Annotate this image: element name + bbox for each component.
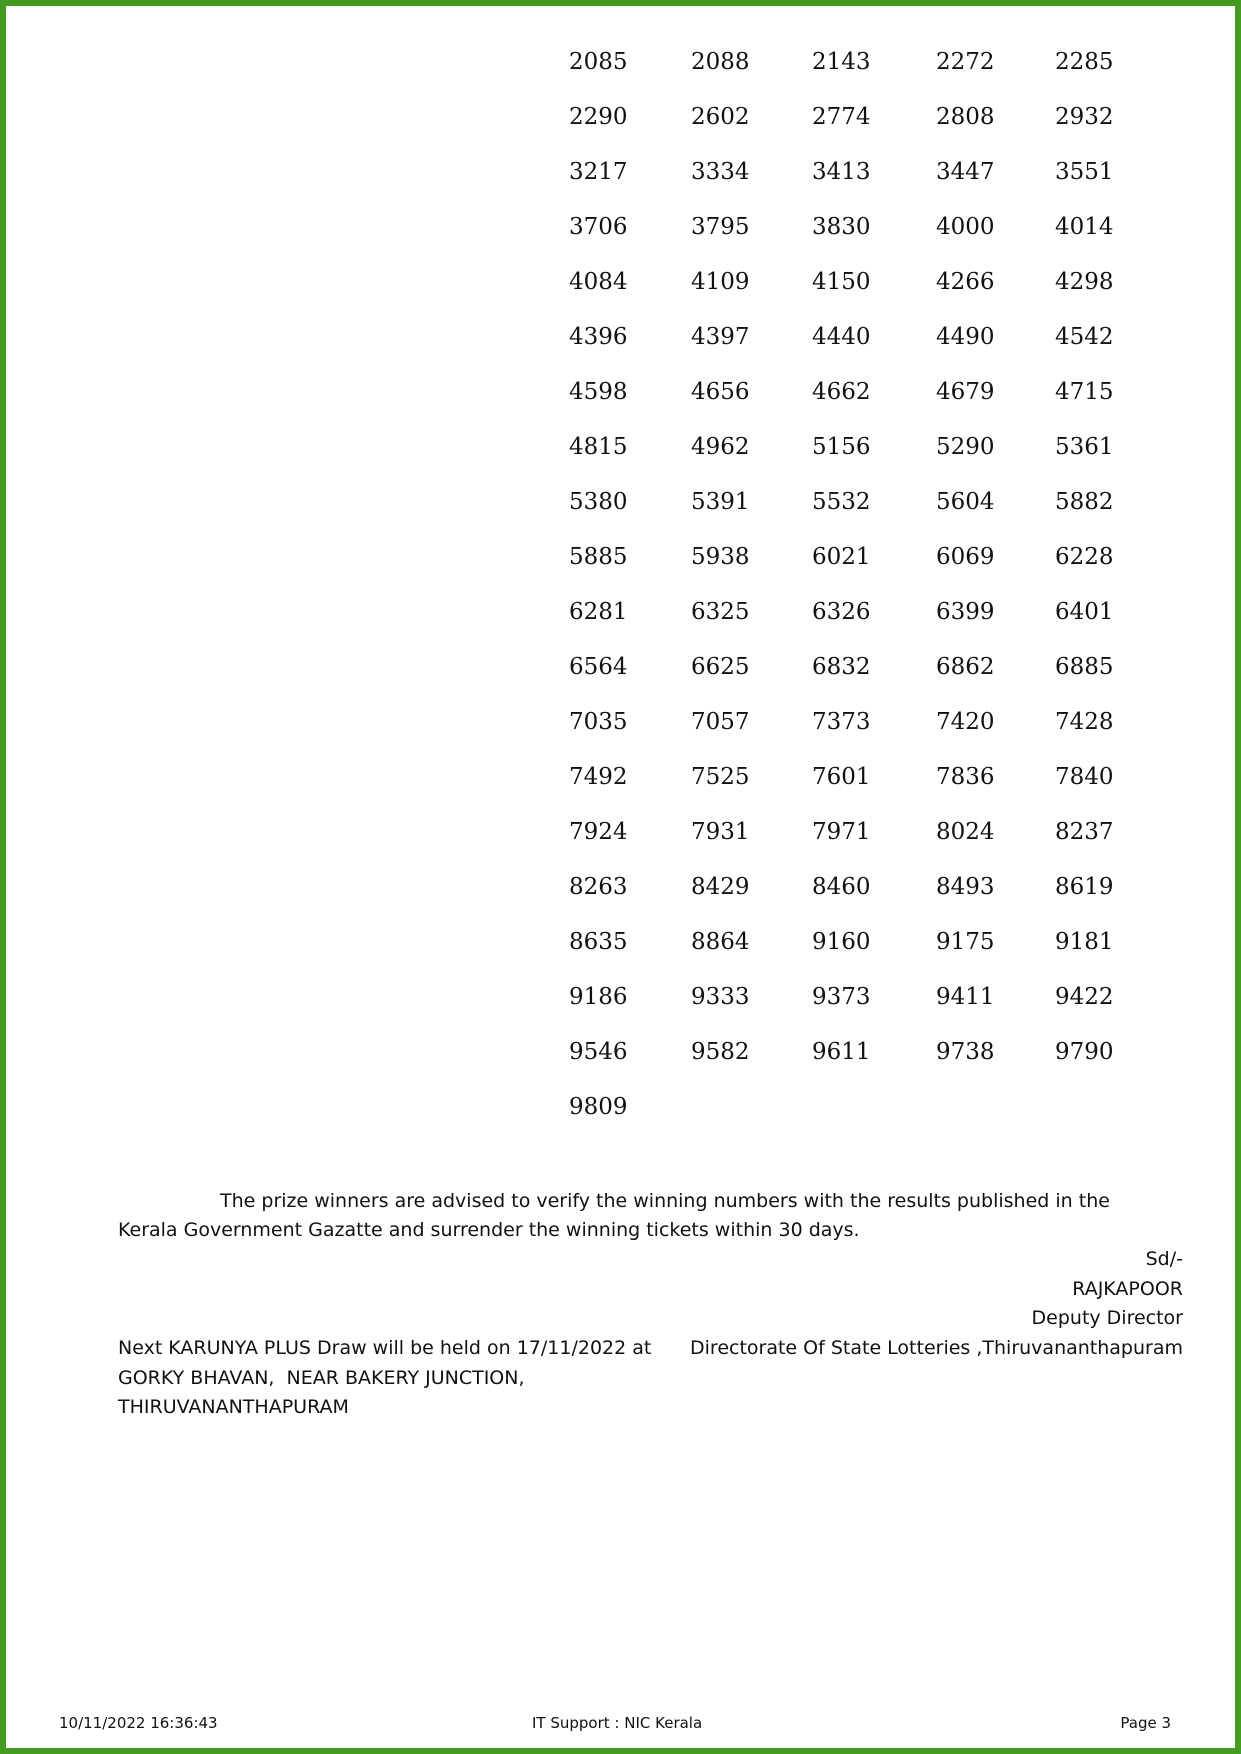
winning-number: 9181 (1055, 929, 1114, 955)
winning-number: 5380 (569, 489, 628, 515)
winning-number: 9582 (691, 1039, 750, 1065)
footer-support: IT Support : NIC Kerala (532, 1714, 703, 1732)
winning-number: 3447 (936, 159, 995, 185)
winning-number: 7836 (936, 764, 995, 790)
winning-number: 9373 (812, 984, 871, 1010)
winning-number: 7035 (569, 709, 628, 735)
winning-number: 2085 (569, 49, 628, 75)
winning-number: 6401 (1055, 599, 1114, 625)
winning-number: 2290 (569, 104, 628, 130)
winning-number: 3551 (1055, 159, 1114, 185)
winning-number: 7428 (1055, 709, 1114, 735)
winning-number: 3334 (691, 159, 750, 185)
winning-number: 7420 (936, 709, 995, 735)
winning-number: 4490 (936, 324, 995, 350)
winning-number: 4397 (691, 324, 750, 350)
winning-number: 3795 (691, 214, 750, 240)
winning-number: 4679 (936, 379, 995, 405)
winning-number: 6281 (569, 599, 628, 625)
winning-number: 6862 (936, 654, 995, 680)
winning-number: 6625 (691, 654, 750, 680)
winning-number: 4656 (691, 379, 750, 405)
winning-number: 7931 (691, 819, 750, 845)
winning-number: 8619 (1055, 874, 1114, 900)
next-draw-line-3: THIRUVANANTHAPURAM (118, 1396, 349, 1418)
winning-number: 5938 (691, 544, 750, 570)
winning-number: 4014 (1055, 214, 1114, 240)
winning-number: 8864 (691, 929, 750, 955)
winning-number: 6885 (1055, 654, 1114, 680)
winning-number: 7057 (691, 709, 750, 735)
winning-number: 6069 (936, 544, 995, 570)
signatory-designation: Deputy Director (1031, 1307, 1183, 1329)
winning-number: 3217 (569, 159, 628, 185)
winning-number: 8237 (1055, 819, 1114, 845)
winning-number: 8024 (936, 819, 995, 845)
winning-number: 9175 (936, 929, 995, 955)
winning-number: 7492 (569, 764, 628, 790)
winning-number: 6228 (1055, 544, 1114, 570)
winning-number: 2774 (812, 104, 871, 130)
signatory-office: Directorate Of State Lotteries ,Thiruvananthapuram (690, 1336, 1183, 1359)
winning-number: 2272 (936, 49, 995, 75)
winning-number: 6832 (812, 654, 871, 680)
winning-number: 9333 (691, 984, 750, 1010)
winning-number: 5361 (1055, 434, 1114, 460)
winning-numbers-grid (569, 44, 1125, 1144)
winning-number: 8460 (812, 874, 871, 900)
winning-number: 4662 (812, 379, 871, 405)
winning-number: 7840 (1055, 764, 1114, 790)
next-draw-info (118, 1334, 658, 1423)
winning-number: 2285 (1055, 49, 1114, 75)
winning-number: 4000 (936, 214, 995, 240)
winning-number: 7601 (812, 764, 871, 790)
winning-number: 4266 (936, 269, 995, 295)
winning-number: 6326 (812, 599, 871, 625)
winning-number: 5391 (691, 489, 750, 515)
winning-number: 5532 (812, 489, 871, 515)
winning-number: 6021 (812, 544, 871, 570)
next-draw-line-2: GORKY BHAVAN, NEAR BAKERY JUNCTION, (118, 1366, 525, 1389)
winning-number: 4962 (691, 434, 750, 460)
winning-number: 3413 (812, 159, 871, 185)
winning-number: 4815 (569, 434, 628, 460)
winning-number: 8263 (569, 874, 628, 900)
winning-number: 3830 (812, 214, 871, 240)
winning-number: 7525 (691, 764, 750, 790)
winning-number: 8493 (936, 874, 995, 900)
winning-number: 5604 (936, 489, 995, 515)
winning-number: 3706 (569, 214, 628, 240)
signature-sd: Sd/- (1145, 1248, 1183, 1270)
winning-number: 9809 (569, 1094, 628, 1120)
winning-number: 4598 (569, 379, 628, 405)
winning-number: 4109 (691, 269, 750, 295)
winning-number: 2808 (936, 104, 995, 130)
next-draw-line-1: Next KARUNYA PLUS Draw will be held on 17/11/2022 at (118, 1337, 652, 1359)
winners-notice: The prize winners are advised to verify the winning numbers with the results published in the Kerala Government Gazatte and surrender the winning tickets within 30 days. (118, 1190, 1110, 1241)
winning-number: 2143 (812, 49, 871, 75)
winning-number: 6325 (691, 599, 750, 625)
winning-number: 9411 (936, 984, 995, 1010)
winning-number: 8429 (691, 874, 750, 900)
winning-number: 4298 (1055, 269, 1114, 295)
footer-page-number: Page 3 (1120, 1714, 1171, 1732)
winning-number: 4396 (569, 324, 628, 350)
winning-number: 2602 (691, 104, 750, 130)
winning-number: 9790 (1055, 1039, 1114, 1065)
winning-number: 8635 (569, 929, 628, 955)
winning-number: 5290 (936, 434, 995, 460)
winning-number: 2088 (691, 49, 750, 75)
winning-number: 5882 (1055, 489, 1114, 515)
winning-number: 4440 (812, 324, 871, 350)
winning-number: 7373 (812, 709, 871, 735)
winning-number: 6564 (569, 654, 628, 680)
winning-number: 7971 (812, 819, 871, 845)
winning-number: 6399 (936, 599, 995, 625)
signature-block (690, 1245, 1183, 1363)
winning-number: 2932 (1055, 104, 1114, 130)
winning-number: 5885 (569, 544, 628, 570)
winning-number: 4084 (569, 269, 628, 295)
winning-number: 9186 (569, 984, 628, 1010)
winning-number: 7924 (569, 819, 628, 845)
winning-number: 9422 (1055, 984, 1114, 1010)
winning-number: 9546 (569, 1039, 628, 1065)
winning-number: 9611 (812, 1039, 871, 1065)
winning-number: 5156 (812, 434, 871, 460)
signatory-name: RAJKAPOOR (1072, 1277, 1183, 1300)
winning-number: 4542 (1055, 324, 1114, 350)
footer-timestamp: 10/11/2022 16:36:43 (59, 1714, 218, 1732)
winning-number: 4715 (1055, 379, 1114, 405)
winning-number: 9160 (812, 929, 871, 955)
winning-number: 9738 (936, 1039, 995, 1065)
winning-number: 4150 (812, 269, 871, 295)
